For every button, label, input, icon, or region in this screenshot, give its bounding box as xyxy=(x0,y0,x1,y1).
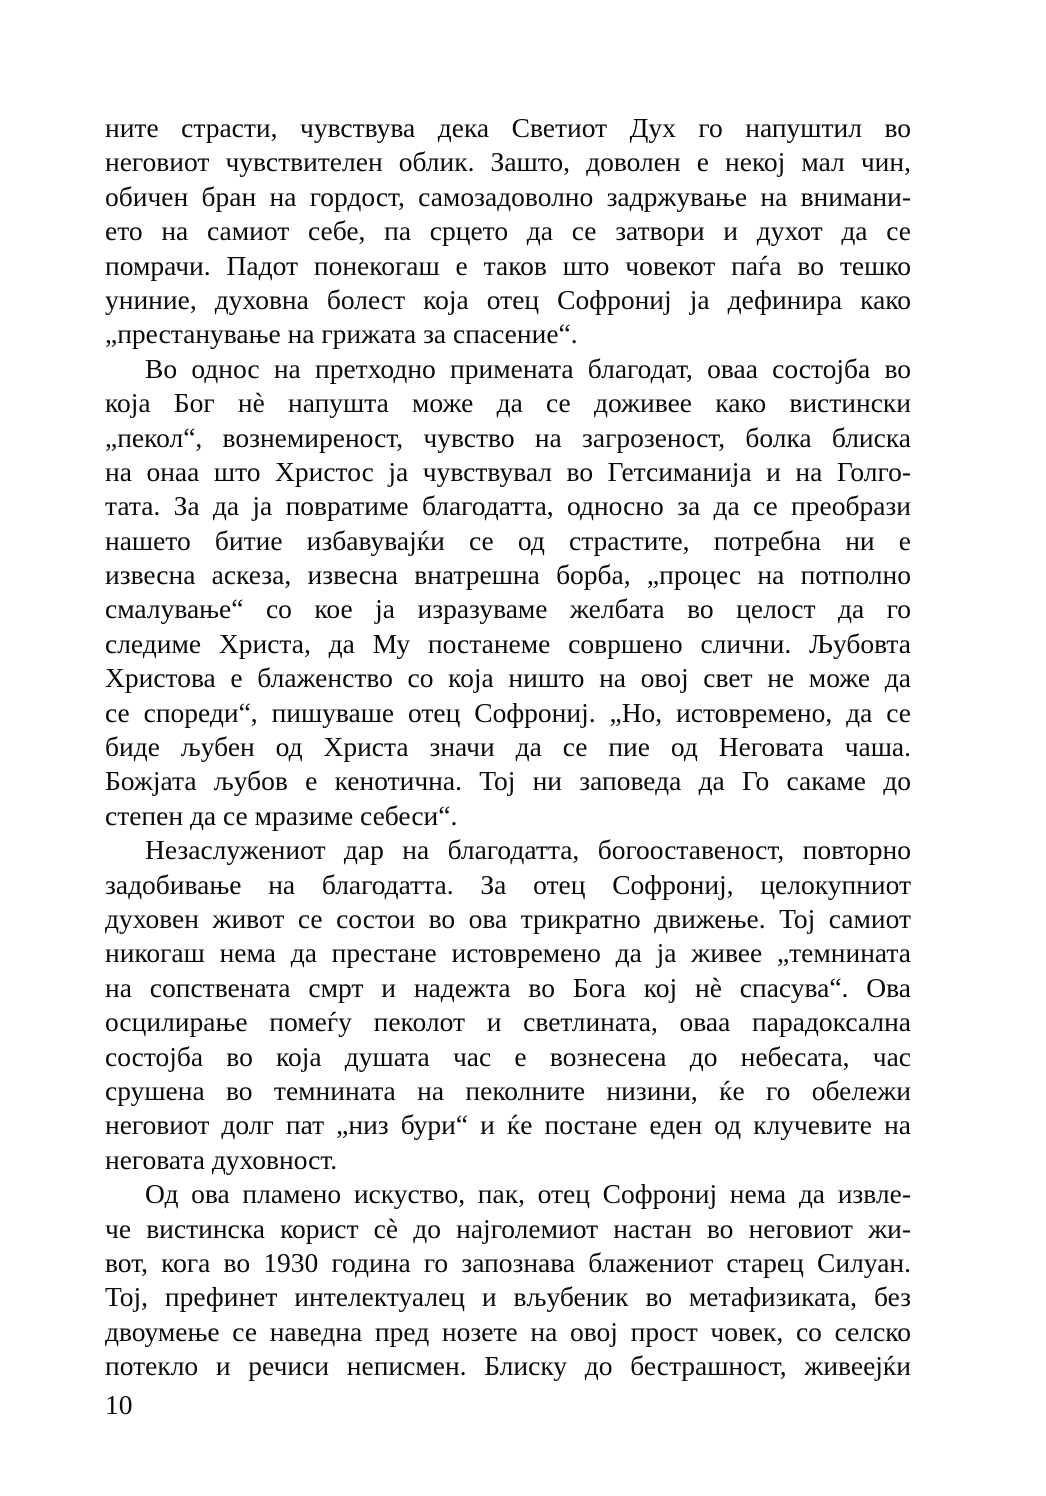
text-line: следиме Христа, да Му постанеме совршено слични. Љубовта xyxy=(105,627,911,659)
text-line: Незаслужениот дар на благодатта, богооставеност, повторно xyxy=(145,834,911,866)
text-line: ето на самиот себе, па срцето да се затвори и духот да се xyxy=(105,215,911,247)
text-line: потекло и речиси неписмен. Блиску до бестрашност, живеејќи xyxy=(105,1350,911,1382)
text-line: помрачи. Падот понекогаш е таков што човекот паѓа во тешко xyxy=(105,249,911,281)
paragraph xyxy=(105,833,911,1177)
text-line: Тој, префинет интелектуалец и вљубеник во метафизиката, без xyxy=(105,1281,911,1313)
text-line: обичен бран на гордост, самозадоволно задржување на внимани- xyxy=(105,180,911,212)
text-line: „пекол“, вознемиреност, чувство на загрозеност, болка блиска xyxy=(105,421,911,453)
text-line: тата. За да ја повратиме благодатта, односно за да се преобрази xyxy=(105,490,911,522)
text-line: Од ова пламено искуство, пак, отец Софрониј нема да извле- xyxy=(145,1178,911,1210)
text-line: неговиот долг пат „низ бури“ и ќе постане еден од клучевите на xyxy=(105,1109,911,1141)
text-line: неговата духовност. xyxy=(105,1143,338,1175)
text-line: нашето битие избавувајќи се од страстите, потребна ни е xyxy=(105,524,911,556)
text-line: срушена во темнината на пеколните низини, ќе го обележи xyxy=(105,1074,911,1106)
text-line: смалување“ со кое ја изразуваме желбата во целост да го xyxy=(105,593,911,625)
paragraph xyxy=(105,111,911,352)
text-line: духовен живот се состои во ова трикратно движење. Тој самиот xyxy=(105,902,911,934)
paragraph xyxy=(105,1177,911,1383)
text-line: извесна аскеза, извесна внатрешна борба, „процес на потполно xyxy=(105,559,911,591)
text-line: двоумење се наведна пред нозете на овој прост човек, со селско xyxy=(105,1315,911,1347)
text-line: се спореди“, пишуваше отец Софрониј. „Но, истовремено, да се xyxy=(105,696,911,728)
text-line: Во однос на претходно примената благодат, оваа состојба во xyxy=(145,352,911,384)
paragraph xyxy=(105,352,911,833)
text-line: биде љубен од Христа значи да се пие од Неговата чаша. xyxy=(105,731,911,763)
text-line: на онаа што Христос ја чувствувал во Гетсиманија и на Голго- xyxy=(105,455,911,487)
text-line: состојба во која душата час е вознесена до небесата, час xyxy=(105,1040,911,1072)
text-line: никогаш нема да престане истовремено да ја живее „темнината xyxy=(105,937,911,969)
text-line: степен да се мразиме себеси“. xyxy=(105,799,458,831)
text-line: на сопствената смрт и надежта во Бога кој нѐ спасува“. Ова xyxy=(105,971,911,1003)
text-line: која Бог нѐ напушта може да се доживее како вистински xyxy=(105,387,911,419)
text-line: вот, кога во 1930 година го запознава блажениот старец Силуан. xyxy=(105,1246,911,1278)
text-line: Христова е блаженство со која ништо на овој свет не може да xyxy=(105,662,911,694)
text-line: Божјата љубов е кенотична. Тој ни заповеда да Го сакаме до xyxy=(105,765,911,797)
text-line: неговиот чувствителен облик. Зашто, доволен е некој мал чин, xyxy=(105,146,911,178)
text-line: задобивање на благодатта. За отец Софрониј, целокупниот xyxy=(105,868,911,900)
text-line: че вистинска корист сѐ до најголемиот настан во неговиот жи- xyxy=(105,1212,911,1244)
page-number: 10 xyxy=(105,1389,133,1420)
text-line: „престанување на грижата за спасение“. xyxy=(105,318,578,350)
text-line: ните страсти, чувствува дека Светиот Дух го напуштил во xyxy=(105,112,911,143)
text-line: осцилирање помеѓу пеколот и светлината, оваа парадоксална xyxy=(105,1006,911,1038)
body-text xyxy=(105,111,911,1383)
text-line: униние, духовна болест која отец Софрониј ја дефинира како xyxy=(105,283,911,315)
